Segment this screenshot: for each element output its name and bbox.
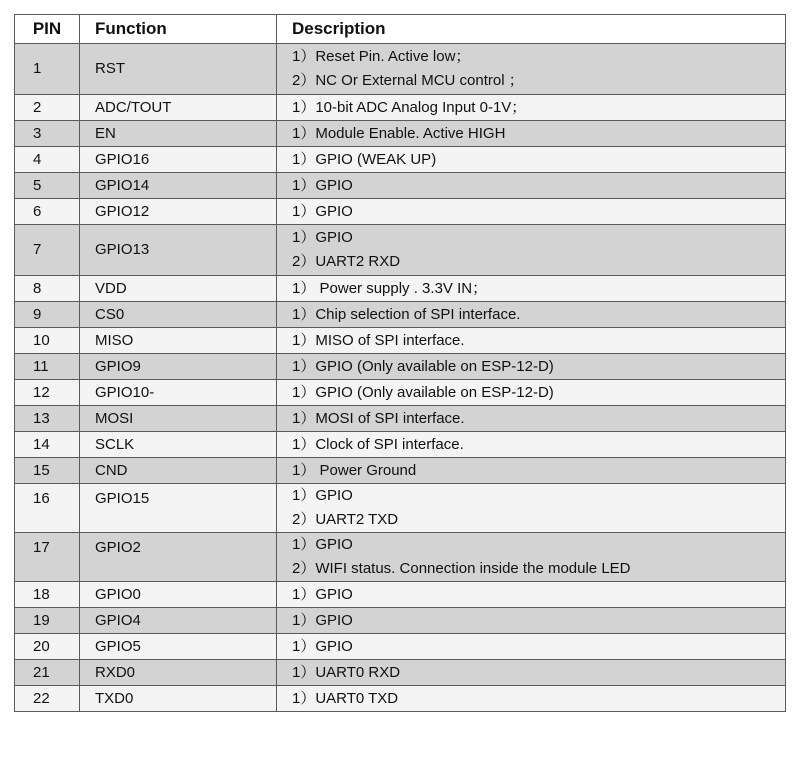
pin-function: MOSI xyxy=(80,406,277,432)
pin-description xyxy=(277,225,786,276)
pin-function: GPIO12 xyxy=(80,199,277,225)
pin-description xyxy=(277,328,786,354)
pin-function: GPIO16 xyxy=(80,147,277,173)
pin-function: GPIO13 xyxy=(80,225,277,276)
pin-table xyxy=(14,14,786,712)
description-line: 1）GPIO xyxy=(292,229,353,246)
pin-description xyxy=(277,406,786,432)
pin-number: 14 xyxy=(15,432,80,458)
pin-number: 12 xyxy=(15,380,80,406)
table-row xyxy=(15,173,786,199)
description-line: 1）GPIO (Only available on ESP-12-D) xyxy=(292,383,554,401)
pin-description xyxy=(277,484,786,533)
pin-description xyxy=(277,44,786,95)
description-line: 1）UART0 RXD xyxy=(292,663,401,681)
pin-description xyxy=(277,173,786,199)
pin-number: 9 xyxy=(15,302,80,328)
pin-number: 20 xyxy=(15,634,80,660)
description-line: 1）MOSI of SPI interface. xyxy=(292,409,465,427)
description-line: 1）GPIO xyxy=(292,637,353,655)
header-description: Description xyxy=(277,15,786,44)
description-line: 1）GPIO xyxy=(292,202,353,220)
pin-description xyxy=(277,608,786,634)
description-line: 1）UART0 TXD xyxy=(292,689,399,707)
pin-description xyxy=(277,634,786,660)
pin-number: 6 xyxy=(15,199,80,225)
pin-function: GPIO10- xyxy=(80,380,277,406)
pin-number: 1 xyxy=(15,44,80,95)
description-line: 2）UART2 RXD xyxy=(292,253,401,270)
description-line: 1）Clock of SPI interface. xyxy=(292,435,464,453)
pin-description xyxy=(277,582,786,608)
pin-number: 7 xyxy=(15,225,80,276)
pin-description xyxy=(277,354,786,380)
description-line: 1）GPIO xyxy=(292,487,353,504)
description-line: 2）NC Or External MCU control ； xyxy=(292,72,524,89)
pin-function: CND xyxy=(80,458,277,484)
description-line: 2）WIFI status. Connection inside the module LED xyxy=(292,560,631,577)
description-line: 1）GPIO xyxy=(292,536,353,553)
pin-number: 22 xyxy=(15,686,80,712)
header-function: Function xyxy=(80,15,277,44)
pin-description xyxy=(277,199,786,225)
table-row xyxy=(15,147,786,173)
pin-rows xyxy=(15,44,786,712)
table-row xyxy=(15,380,786,406)
pin-description xyxy=(277,380,786,406)
pin-description xyxy=(277,458,786,484)
pin-number: 8 xyxy=(15,276,80,302)
pin-number: 17 xyxy=(15,533,80,582)
description-line: 1）MISO of SPI interface. xyxy=(292,331,465,349)
pin-function: EN xyxy=(80,121,277,147)
pin-description xyxy=(277,276,786,302)
description-line: 1）GPIO xyxy=(292,585,353,603)
pin-number: 2 xyxy=(15,95,80,121)
pin-number: 15 xyxy=(15,458,80,484)
pin-number: 4 xyxy=(15,147,80,173)
pin-function: RST xyxy=(80,44,277,95)
description-line: 1）GPIO (Only available on ESP-12-D) xyxy=(292,357,554,375)
header-pin: PIN xyxy=(15,15,80,44)
pin-number: 11 xyxy=(15,354,80,380)
pin-function: CS0 xyxy=(80,302,277,328)
table-row xyxy=(15,199,786,225)
pin-description xyxy=(277,686,786,712)
description-line: 1） Power Ground xyxy=(292,461,417,479)
description-line: 1） Power supply . 3.3V IN； xyxy=(292,279,488,297)
table-row xyxy=(15,582,786,608)
table-row xyxy=(15,458,786,484)
table-row xyxy=(15,406,786,432)
pin-description xyxy=(277,121,786,147)
table-row xyxy=(15,95,786,121)
pin-description xyxy=(277,660,786,686)
pin-function: SCLK xyxy=(80,432,277,458)
header-row xyxy=(15,15,786,44)
pin-function: GPIO2 xyxy=(80,533,277,582)
table-row xyxy=(15,533,786,582)
description-line: 1）Module Enable. Active HIGH xyxy=(292,124,506,142)
table-row xyxy=(15,608,786,634)
table-row xyxy=(15,660,786,686)
pin-function: ADC/TOUT xyxy=(80,95,277,121)
description-line: 2）UART2 TXD xyxy=(292,511,399,528)
pin-function: GPIO5 xyxy=(80,634,277,660)
pin-number: 19 xyxy=(15,608,80,634)
table-row xyxy=(15,484,786,533)
description-line: 1）GPIO xyxy=(292,176,353,194)
pin-function: GPIO9 xyxy=(80,354,277,380)
table-row xyxy=(15,354,786,380)
pin-function: GPIO15 xyxy=(80,484,277,533)
description-line: 1）10-bit ADC Analog Input 0-1V； xyxy=(292,98,527,116)
table-row xyxy=(15,432,786,458)
description-line: 1）Chip selection of SPI interface. xyxy=(292,305,521,323)
description-line: 1）GPIO xyxy=(292,611,353,629)
pin-description xyxy=(277,432,786,458)
table-row xyxy=(15,686,786,712)
table-row xyxy=(15,44,786,95)
pin-number: 21 xyxy=(15,660,80,686)
pin-number: 5 xyxy=(15,173,80,199)
pin-description xyxy=(277,302,786,328)
pin-description xyxy=(277,533,786,582)
pin-number: 13 xyxy=(15,406,80,432)
pin-function: GPIO0 xyxy=(80,582,277,608)
table-row xyxy=(15,276,786,302)
pin-number: 16 xyxy=(15,484,80,533)
description-line: 1）Reset Pin. Active low； xyxy=(292,48,471,65)
pin-function: GPIO14 xyxy=(80,173,277,199)
table-row xyxy=(15,634,786,660)
table-row xyxy=(15,302,786,328)
pin-function: GPIO4 xyxy=(80,608,277,634)
table-row xyxy=(15,121,786,147)
table-row xyxy=(15,328,786,354)
table-row xyxy=(15,225,786,276)
pin-description xyxy=(277,147,786,173)
pin-number: 10 xyxy=(15,328,80,354)
pin-number: 3 xyxy=(15,121,80,147)
pin-function: RXD0 xyxy=(80,660,277,686)
description-line: 1）GPIO (WEAK UP) xyxy=(292,150,437,168)
pin-number: 18 xyxy=(15,582,80,608)
pin-function: TXD0 xyxy=(80,686,277,712)
pin-function: VDD xyxy=(80,276,277,302)
pin-description xyxy=(277,95,786,121)
pin-function: MISO xyxy=(80,328,277,354)
